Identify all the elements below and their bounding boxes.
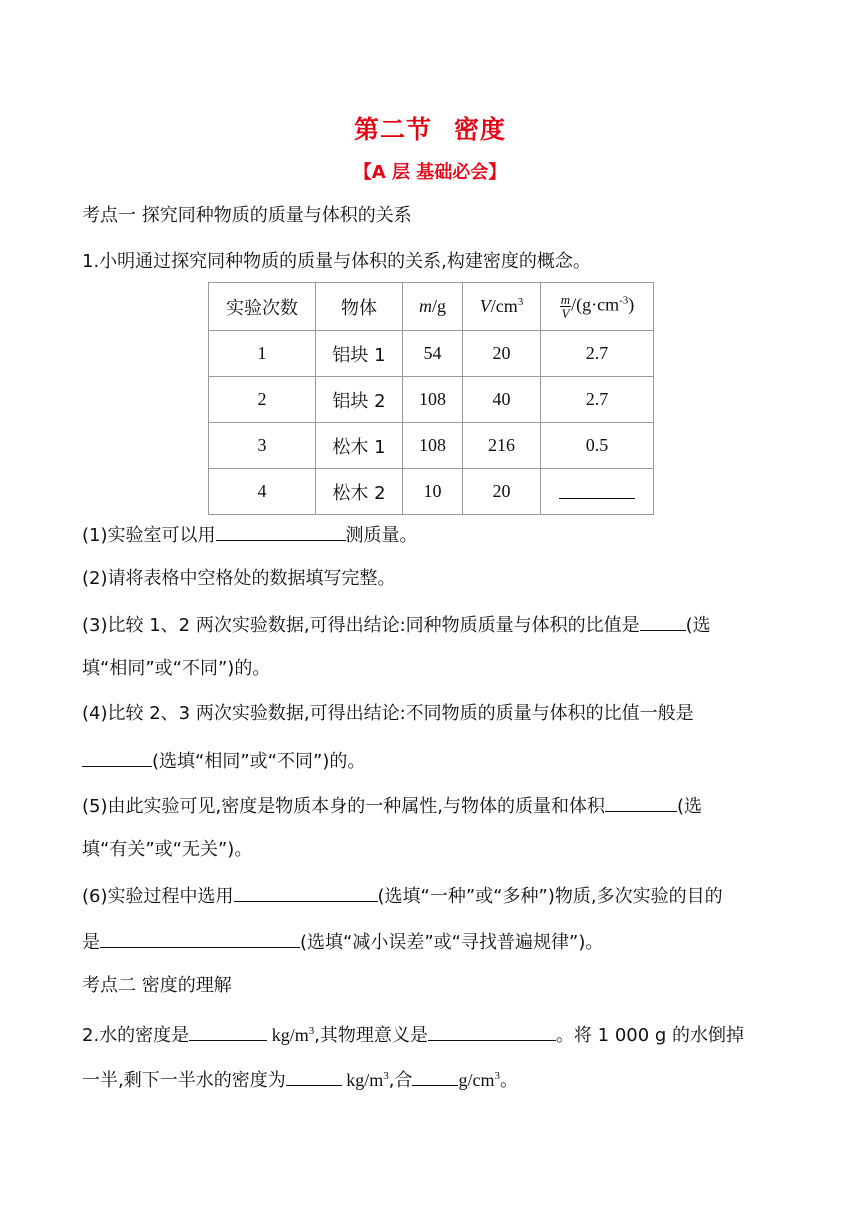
q1-part3-cont: 填“相同”或“不同”)的。 — [82, 658, 271, 679]
table-cell: 20 — [463, 331, 541, 377]
q1-part6-cont: 是 (选填“减小误差”或“寻找普遍规律”)。 — [82, 929, 603, 955]
answer-blank[interactable] — [559, 480, 635, 499]
table-cell: 松木 1 — [316, 423, 403, 469]
table-cell: 216 — [463, 423, 541, 469]
title-section: 第二节 — [353, 115, 432, 144]
header-object: 物体 — [316, 283, 403, 331]
table-cell: 铝块 1 — [316, 331, 403, 377]
answer-blank[interactable] — [216, 522, 346, 541]
table-header-row — [209, 283, 654, 331]
table-cell: 108 — [403, 377, 463, 423]
answer-blank[interactable] — [189, 1022, 267, 1041]
q1-part6: (6)实验过程中选用 (选填“一种”或“多种”)物质,多次实验的目的 — [82, 883, 723, 909]
table-cell: 54 — [403, 331, 463, 377]
table-cell: 3 — [209, 423, 316, 469]
title-topic: 密度 — [454, 115, 507, 144]
table-row — [209, 377, 654, 423]
header-volume: $V/cm^3$ — [463, 283, 541, 331]
level-subtitle: 【A 层 基础必会】 — [353, 162, 507, 183]
section-heading-2: 考点二 密度的理解 — [82, 975, 232, 996]
table-cell: 20 — [463, 469, 541, 515]
answer-blank[interactable] — [412, 1067, 458, 1086]
answer-blank[interactable] — [640, 612, 686, 631]
q1-part2: (2)请将表格中空格处的数据填写完整。 — [82, 568, 396, 589]
section-heading-1: 考点一 探究同种物质的质量与体积的关系 — [82, 205, 412, 226]
header-ratio: $\frac{m}{V}$ $/(g\cdot cm^{-3})$ — [541, 283, 654, 331]
header-mass: m/g — [403, 283, 463, 331]
table-cell: 2.7 — [541, 331, 654, 377]
table-cell: 松木 2 — [316, 469, 403, 515]
q1-part3: (3)比较 1、2 两次实验数据,可得出结论:同种物质质量与体积的比值是 (选 — [82, 612, 711, 638]
answer-blank[interactable] — [605, 793, 677, 812]
table-cell: 2 — [209, 377, 316, 423]
question-1-stem: 1.小明通过探究同种物质的质量与体积的关系,构建密度的概念。 — [82, 251, 591, 272]
ratio-fraction: $\frac{m}{V}$ — [560, 292, 571, 321]
q1-part5-cont: 填“有关”或“无关”)。 — [82, 839, 253, 860]
table-cell: 铝块 2 — [316, 377, 403, 423]
question-2: 2.水的密度是 $kg/m^3$,其物理意义是 。将 1 000 g 的水倒掉 — [82, 1019, 744, 1048]
table-cell: 0.5 — [541, 423, 654, 469]
page-title — [0, 110, 860, 146]
answer-blank[interactable] — [100, 929, 300, 948]
table-row — [209, 469, 654, 515]
table-row — [209, 423, 654, 469]
table-cell-blank[interactable] — [541, 469, 654, 515]
table-cell: 2.7 — [541, 377, 654, 423]
table-cell: 40 — [463, 377, 541, 423]
table-cell: 4 — [209, 469, 316, 515]
table-cell: 108 — [403, 423, 463, 469]
answer-blank[interactable] — [286, 1067, 342, 1086]
header-trial: 实验次数 — [209, 283, 316, 331]
table-cell: 1 — [209, 331, 316, 377]
answer-blank[interactable] — [428, 1022, 556, 1041]
q1-part5: (5)由此实验可见,密度是物质本身的一种属性,与物体的质量和体积 (选 — [82, 793, 702, 819]
answer-blank[interactable] — [82, 748, 152, 767]
answer-blank[interactable] — [234, 883, 378, 902]
table-row — [209, 331, 654, 377]
q1-part4-cont: (选填“相同”或“不同”)的。 — [82, 748, 365, 774]
question-2-cont: 一半,剩下一半水的密度为 $kg/m^3$,合 $g/cm^3$。 — [82, 1064, 518, 1093]
experiment-table — [208, 282, 654, 515]
table-cell: 10 — [403, 469, 463, 515]
q1-part4: (4)比较 2、3 两次实验数据,可得出结论:不同物质的质量与体积的比值一般是 — [82, 703, 694, 724]
q1-part1: (1)实验室可以用 测质量。 — [82, 522, 418, 548]
